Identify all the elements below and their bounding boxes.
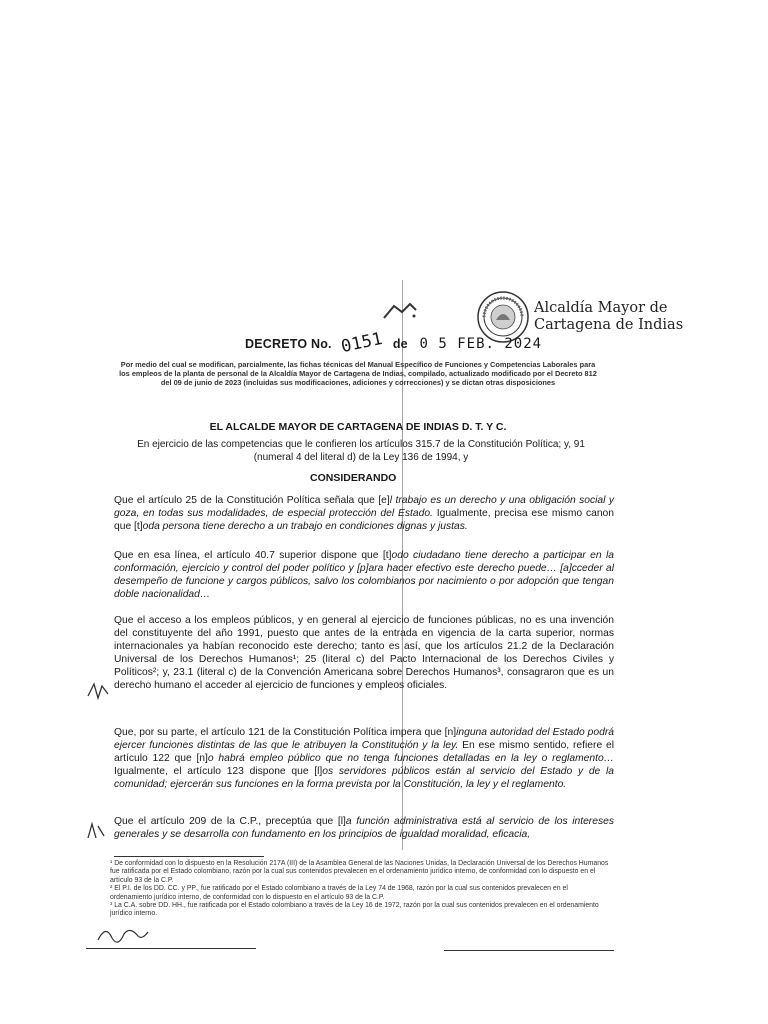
footnote-1: ¹ De conformidad con lo dispuesto en la Resolución 217A (III) de la Asamblea General de las Naciones Unidas, la Declaración Universal de los Derechos Humanos fue ratificada por el Estado colombiano, razón por la cual sus contenidos prevalecen en el ordenamiento jurídico interno, de conformidad con lo dispuesto en el artículo 93 de la C.P.: [110, 860, 609, 884]
footnote-2: ² El P.I. de los DD. CC. y PP., fue ratificado por el Estado colombiano a través de la Ley 74 de 1968, razón por la cual sus contenidos prevalecen en el ordenamiento jurídico interno, de conformidad con lo dispuesto en el artículo 93 de la C.P.: [110, 885, 568, 901]
stamp-mark: [380, 300, 420, 324]
p5-quote: a función administrativa está al servicio de los intereses generales y se desarrolla con fundamento en los principios de igualdad moralidad, eficacia,: [114, 816, 614, 840]
decree-label: DECRETO No.: [245, 337, 332, 351]
paragraph-4: [114, 726, 614, 791]
decree-number: 0151: [339, 328, 385, 358]
logo-line1: Alcaldía Mayor de: [534, 300, 668, 316]
initials-signature: [92, 920, 152, 950]
p4-text-b: En ese mismo sentido, refiere el artículo 122 que [n]: [114, 740, 614, 764]
decree-summary: Por medio del cual se modifican, parcialmente, las fichas técnicas del Manual Específico de Funciones y Competencias Laborales para los empleos de la planta de personal de la Alcaldía Mayor de Cartagena de Indias, compilado, actualizado modificado por el Decreto 812 del 09 de junio de 2023 (incluidas sus modificaciones, adiciones y correcciones) y se dictan otras disposiciones: [119, 360, 597, 387]
p4-text-a: Que, por su parte, el artículo 121 de la Constitución Política impera que [n]: [114, 727, 457, 738]
p4-quote-a: inguna autoridad del Estado podrá ejercer funciones distintas de las que le atribuyen la Constitución y la ley.: [114, 727, 614, 751]
p1-quote-b: oda persona tiene derecho a un trabajo en condiciones dignas y justas.: [142, 521, 468, 532]
p4-quote-c: os servidores públicos están al servicio del Estado y de la comunidad; ejercerán sus funciones en la forma prevista por la Constitución, la ley y el reglamento.: [114, 766, 614, 790]
decree-heading: [245, 328, 543, 358]
margin-signature-mark: [84, 676, 114, 706]
footnotes: [110, 860, 610, 919]
p1-text-a: Que el artículo 25 de la Constitución Política señala que [e]: [114, 495, 390, 506]
margin-initial-mark: [84, 818, 110, 844]
p2-text-a: Que en esa línea, el artículo 40.7 superior dispone que [t]: [114, 550, 392, 561]
p1-quote-a: l trabajo es un derecho y una obligación social y goza, en todas sus modalidades, de especial protección del Estado.: [114, 495, 614, 519]
signature-line-left: [86, 948, 256, 949]
paragraph-2: [114, 549, 614, 601]
decree-de: de: [392, 337, 408, 351]
p4-quote-b: o habrá empleo público que no tenga funciones detalladas en la ley o reglamento…: [207, 753, 614, 764]
considerando-heading: CONSIDERANDO: [310, 472, 397, 484]
paragraph-5: [114, 815, 614, 842]
p2-quote: odo ciudadano tiene derecho a participar en la conformación, ejercicio y control del poder político y [p]ara hacer efectivo este derecho puede… [a]cceder al desempeño de funcione y cargos públicos, salvo los colombianos por nacimiento o por adopción que tengan doble nacionalidad…: [114, 550, 615, 600]
p5-text-a: Que el artículo 209 de la C.P., preceptúa que [l]: [114, 816, 346, 827]
p1-text-b: Igualmente, precisa ese mismo canon que [t]: [114, 508, 615, 532]
footnote-divider: [114, 856, 264, 857]
p4-text-c: Igualmente, el artículo 123 dispone que [l]: [114, 766, 323, 777]
decree-date: 0 5 FEB. 2024: [419, 336, 543, 352]
paragraph-3: Que el acceso a los empleos públicos, y en general al ejercicio de funciones públicas, no es una invención del constituyente del año 1991, puesto que antes de la entrada en vigencia de la carta superior, normas internacionales ya habían reconocido este derecho; tanto es así, que los artículos 21.2 de la Declaración Universal de los Derechos Humanos¹; 25 (literal c) del Pacto Internacional de los Derechos Civiles y Políticos²; y, 23.1 (literal c) de la Convención Americana sobre Derechos Humanos³, consagraron que es un derecho humano el acceder al ejercicio de funciones y empleos oficiales.: [114, 615, 614, 691]
signature-line-right: [444, 950, 614, 951]
intro-paragraph: En ejercicio de las competencias que le confieren los artículos 315.7 de la Constitución Política; y, 91 (numeral 4 del literal d) de la Ley 136 de 1994, y: [137, 439, 585, 463]
paragraph-1: [114, 494, 614, 533]
logo-line2: Cartagena de Indias: [534, 317, 684, 333]
footnote-3: ³ La C.A. sobre DD. HH., fue ratificada por el Estado colombiano a través de la Ley 16 de 1972, razón por la cual sus contenidos prevalecen en el ordenamiento jurídico interno.: [110, 902, 599, 918]
document-title: EL ALCALDE MAYOR DE CARTAGENA DE INDIAS D. T. Y C.: [209, 421, 507, 433]
